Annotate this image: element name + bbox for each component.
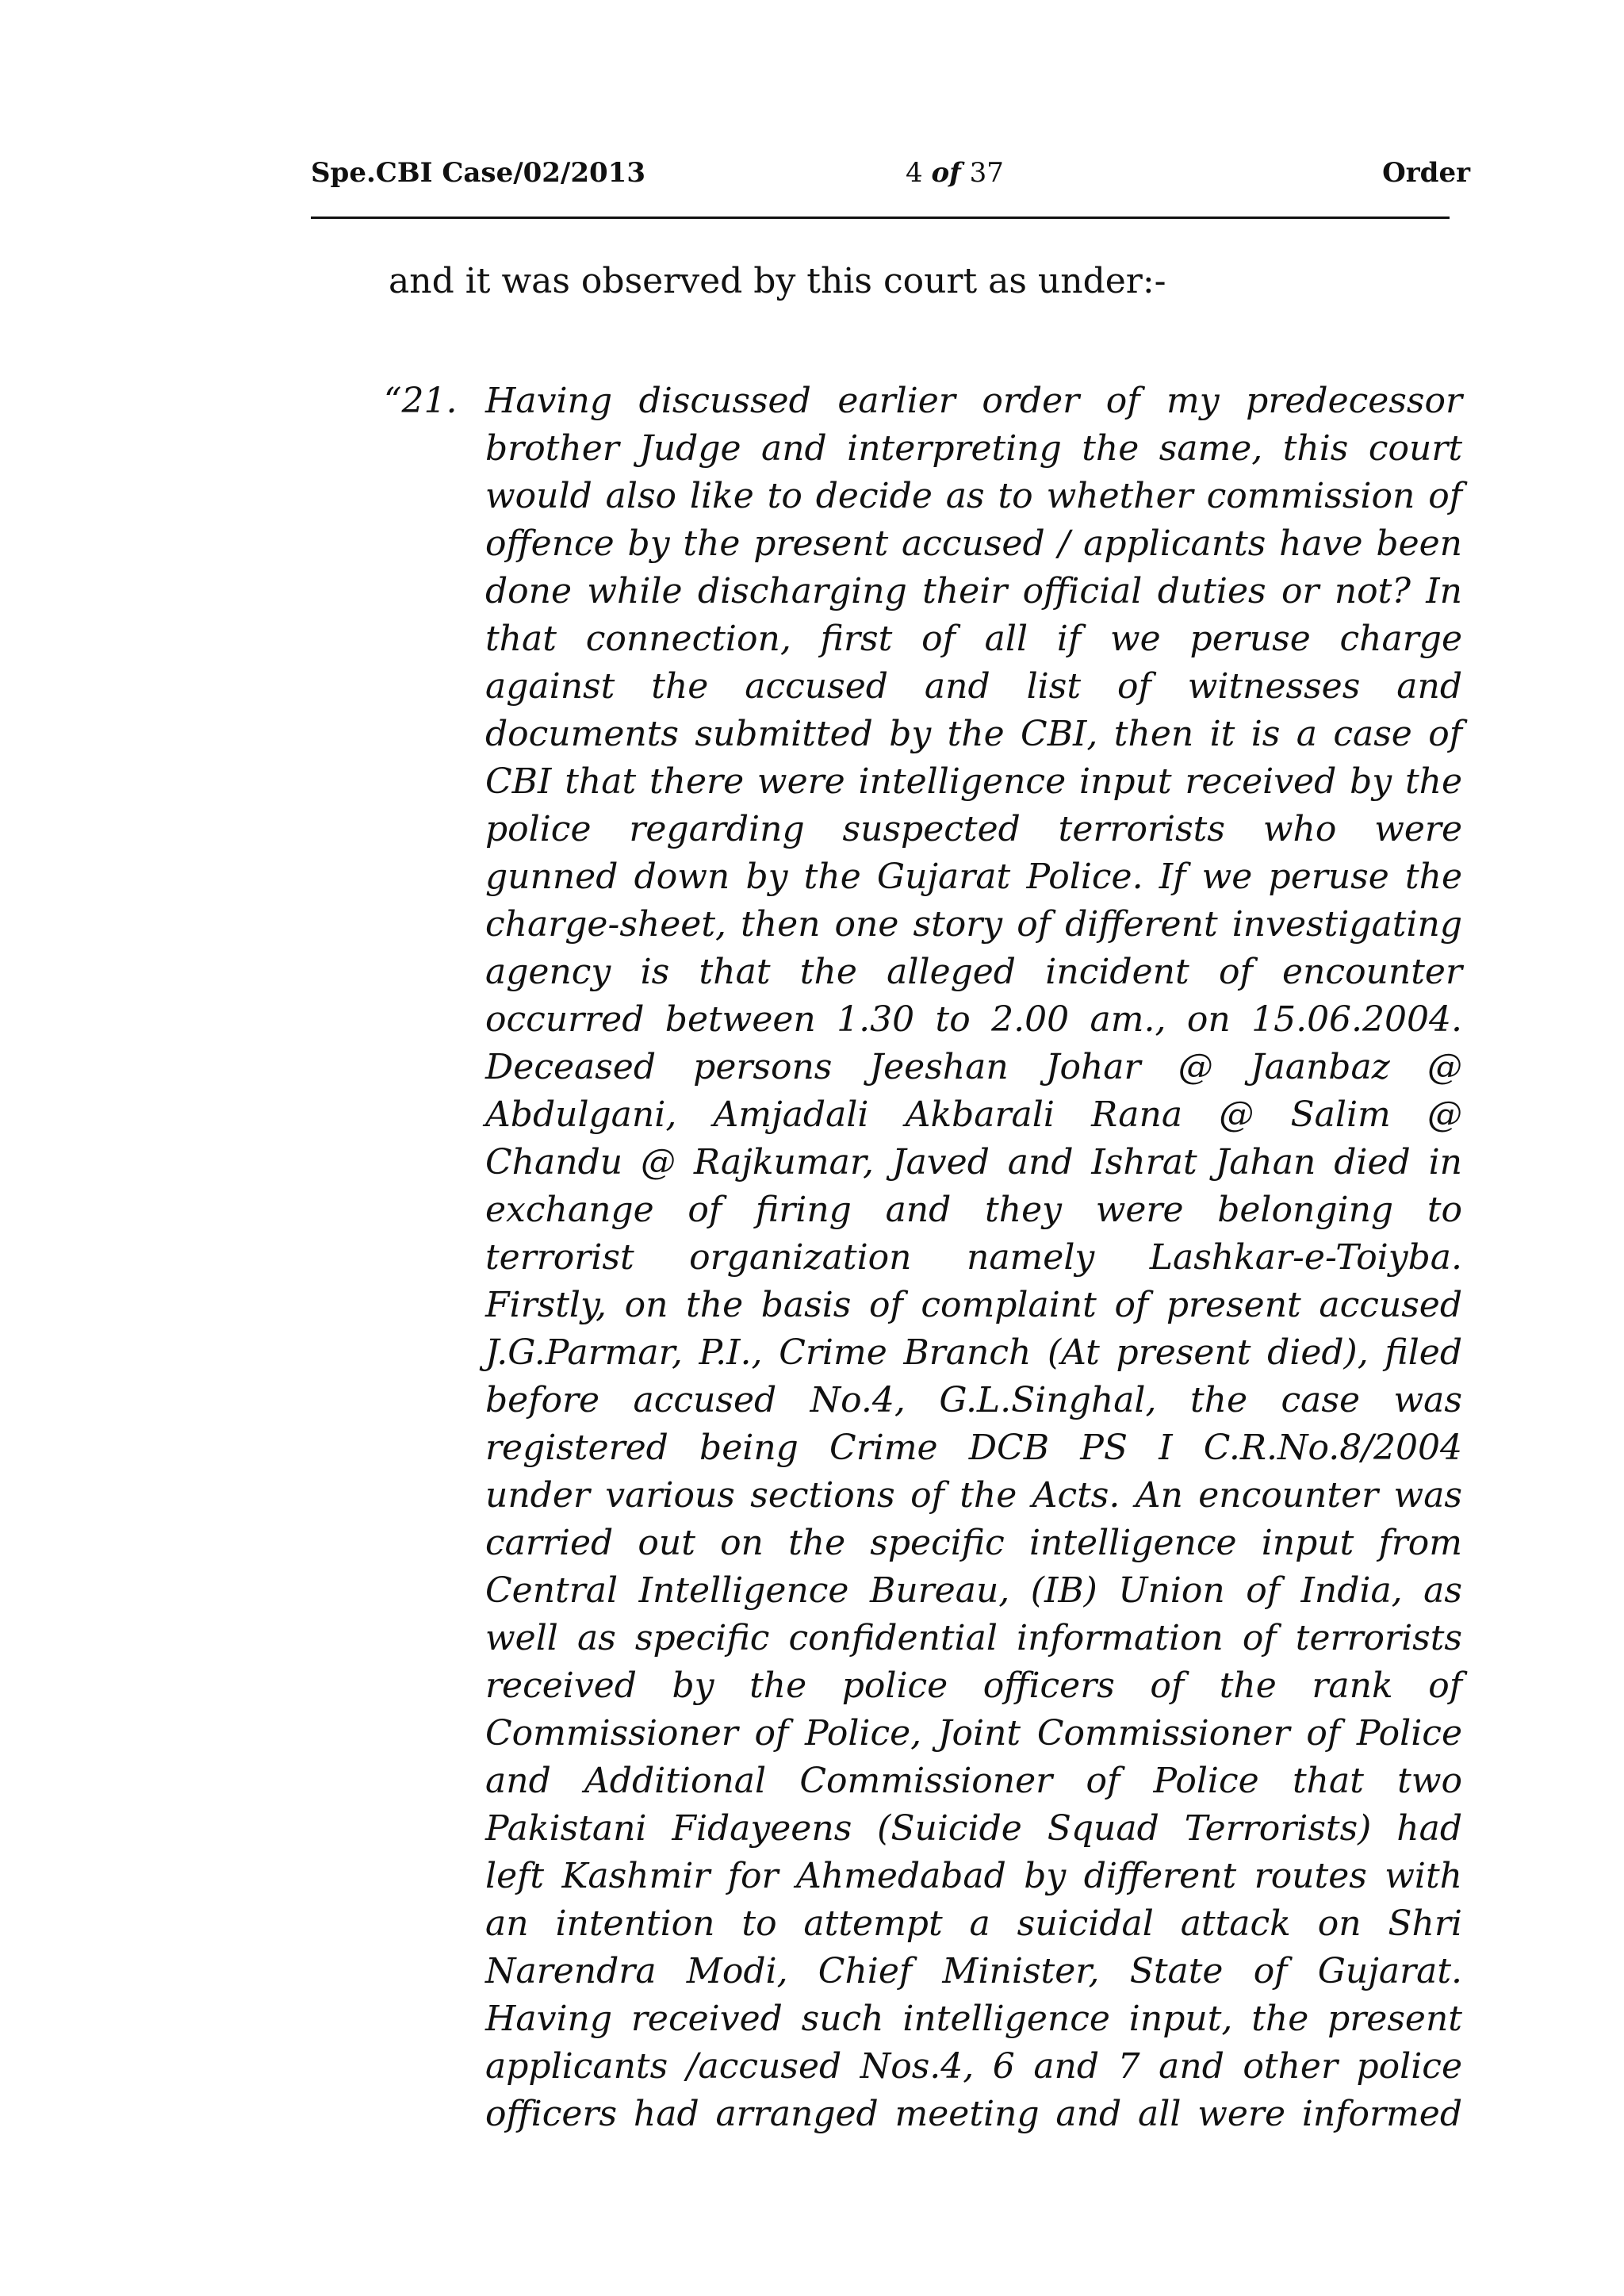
intro-text: and it was observed by this court as under:- xyxy=(389,261,1166,301)
quote-line: against the accused and list of witnesses and xyxy=(485,666,1462,707)
quote-line: done while discharging their official duties or not? In xyxy=(485,571,1462,611)
quote-line: left Kashmir for Ahmedabad by different routes with xyxy=(485,1856,1462,1896)
quote-line: CBI that there were intelligence input received by the xyxy=(485,761,1462,802)
quote-line: Central Intelligence Bureau, (IB) Union of India, as xyxy=(485,1570,1462,1611)
quote-line: carried out on the specific intelligence input from xyxy=(485,1523,1462,1563)
quote-line: under various sections of the Acts. An encounter was xyxy=(485,1475,1462,1516)
quote-line: an intention to attempt a suicidal attack on Shri xyxy=(485,1903,1462,1944)
quote-line: offence by the present accused / applicants have been xyxy=(485,523,1462,564)
quote-line: before accused No.4, G.L.Singhal, the case was xyxy=(485,1380,1462,1420)
header-divider xyxy=(311,217,1450,219)
page-number xyxy=(906,151,1088,195)
quote-line: Narendra Modi, Chief Minister, State of Gujarat. xyxy=(485,1951,1462,1991)
quote-line: applicants /accused Nos.4, 6 and 7 and other police xyxy=(485,2046,1462,2087)
case-number: Spe.CBI Case/02/2013 xyxy=(311,157,645,189)
quote-line: gunned down by the Gujarat Police. If we peruse the xyxy=(485,857,1462,897)
quote-line: charge-sheet, then one story of different investigating xyxy=(485,904,1462,945)
quote-line: Abdulgani, Amjadali Akbarali Rana @ Salim @ xyxy=(485,1094,1462,1135)
quote-line: received by the police officers of the rank of xyxy=(485,1665,1462,1706)
document-type: Order xyxy=(1382,157,1470,189)
page-of-label: of xyxy=(931,157,961,189)
quote-line: terrorist organization namely Lashkar-e-Toiyba. xyxy=(485,1237,1462,1278)
quote-line: Pakistani Fidayeens (Suicide Squad Terrorists) had xyxy=(485,1808,1462,1849)
quote-line: would also like to decide as to whether commission of xyxy=(485,476,1462,516)
quote-line: Commissioner of Police, Joint Commissioner of Police xyxy=(485,1713,1462,1754)
page-current: 4 xyxy=(906,157,923,189)
quote-line: officers had arranged meeting and all were informed xyxy=(485,2094,1462,2134)
quote-line: Deceased persons Jeeshan Johar @ Jaanbaz @ xyxy=(485,1047,1462,1087)
quote-line: Firstly, on the basis of complaint of present accused xyxy=(485,1285,1462,1325)
quote-line: J.G.Parmar, P.I., Crime Branch (At present died), filed xyxy=(485,1332,1462,1373)
quote-line: Chandu @ Rajkumar, Javed and Ishrat Jahan died in xyxy=(485,1142,1462,1182)
quote-line: agency is that the alleged incident of encounter xyxy=(485,952,1462,992)
quote-line: exchange of firing and they were belonging to xyxy=(485,1190,1462,1230)
quote-line: police regarding suspected terrorists who were xyxy=(485,809,1462,849)
quoted-order-paragraph xyxy=(485,378,1462,2138)
quote-line: documents submitted by the CBI, then it is a case of xyxy=(485,714,1462,754)
quote-line: and Additional Commissioner of Police that two xyxy=(485,1761,1462,1801)
quote-line: registered being Crime DCB PS I C.R.No.8/2004 xyxy=(485,1428,1462,1468)
quote-line: well as specific confidential information of terrorists xyxy=(485,1618,1462,1658)
page-total: 37 xyxy=(969,157,1004,189)
page-header xyxy=(311,151,1470,195)
quote-line: occurred between 1.30 to 2.00 am., on 15.06.2004. xyxy=(485,999,1462,1040)
quote-line: Having discussed earlier order of my predecessor xyxy=(485,381,1462,421)
quote-line: brother Judge and interpreting the same, this court xyxy=(485,428,1462,469)
quote-line: that connection, first of all if we peruse charge xyxy=(485,619,1462,659)
quote-line: Having received such intelligence input, the present xyxy=(485,1999,1462,2039)
quote-paragraph-number: “21. xyxy=(384,381,458,421)
